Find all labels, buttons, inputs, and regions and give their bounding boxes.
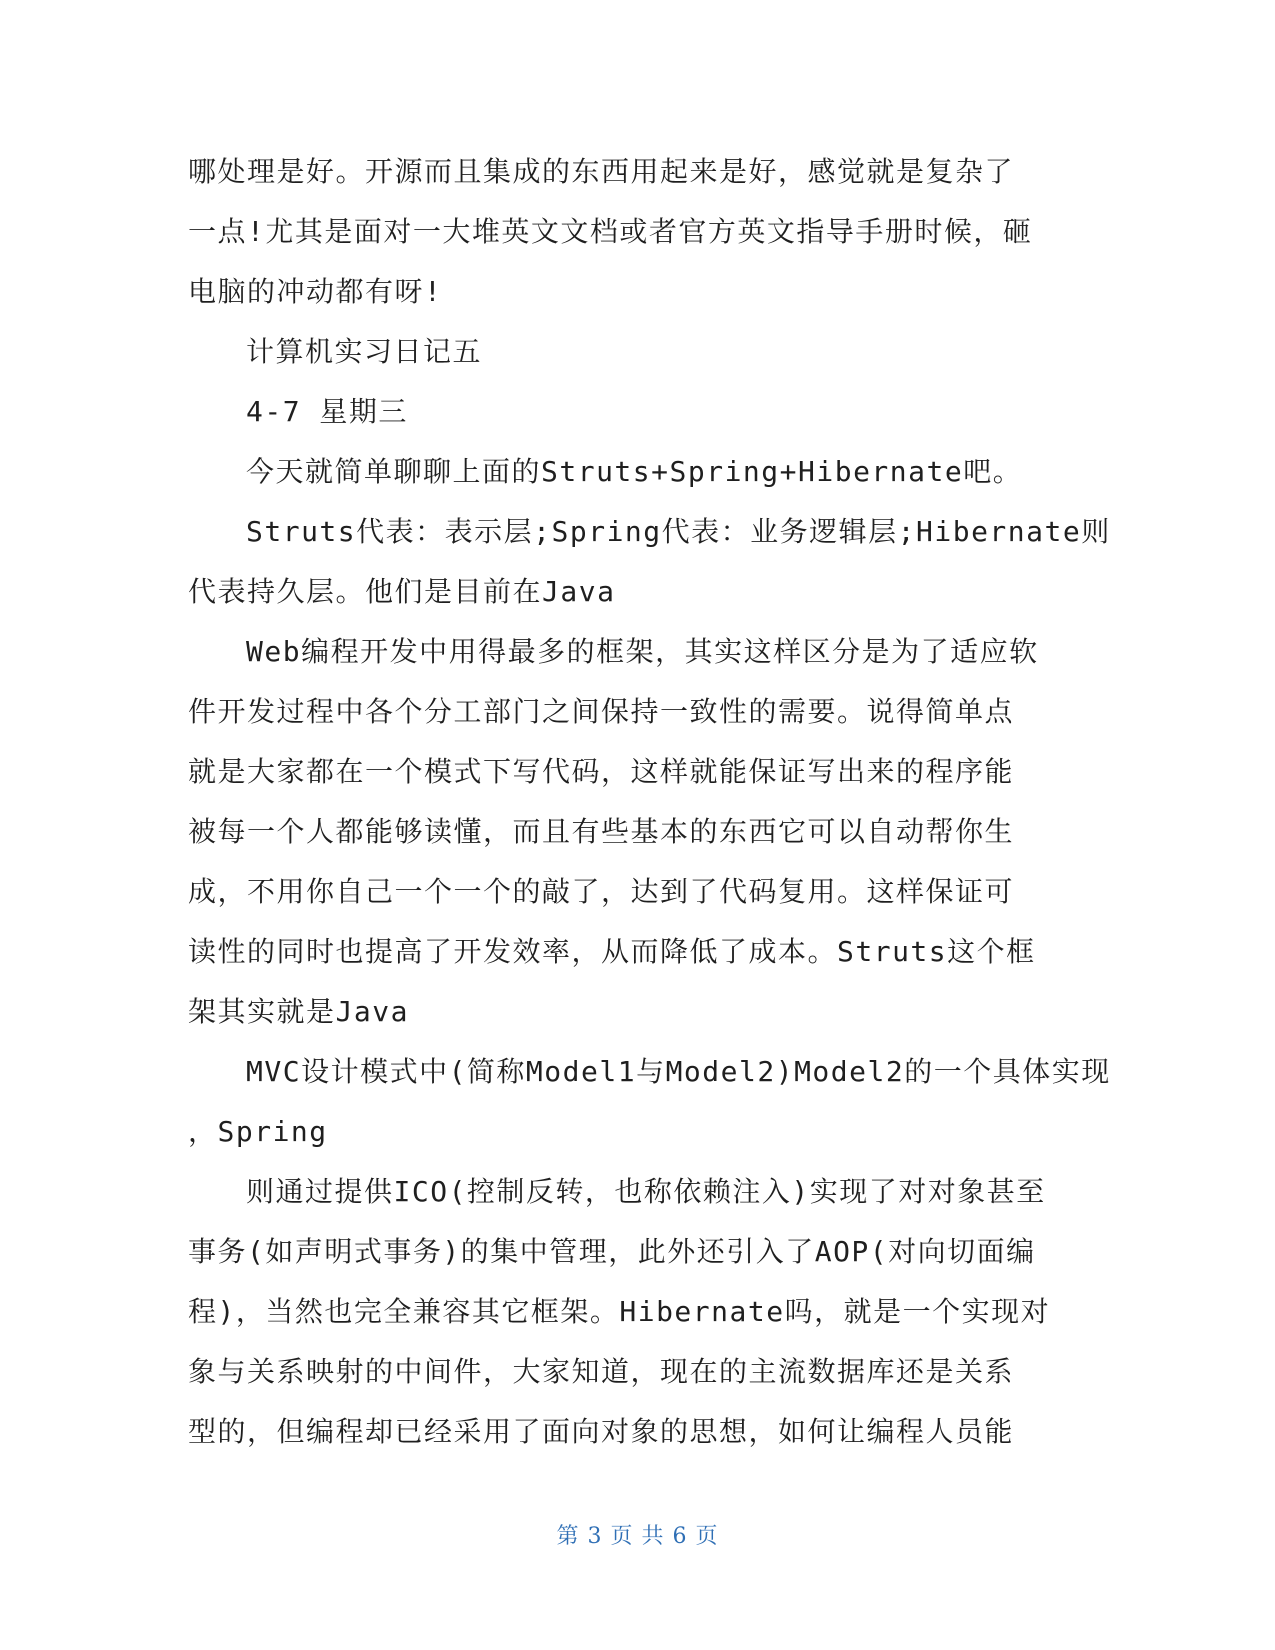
text-line: 件开发过程中各个分工部门之间保持一致性的需要。说得简单点 (188, 695, 1015, 728)
text-line: Struts代表：表示层;Spring代表：业务逻辑层;Hibernate则 (246, 515, 1111, 548)
date-line: 4-7 星期三 (246, 395, 408, 428)
text-line: Web编程开发中用得最多的框架，其实这样区分是为了适应软 (246, 635, 1039, 668)
text-line: 被每一个人都能够读懂，而且有些基本的东西它可以自动帮你生 (188, 815, 1015, 848)
text-line: MVC设计模式中(简称Model1与Model2)Model2的一个具体实现 (246, 1055, 1111, 1088)
text-line: 就是大家都在一个模式下写代码，这样就能保证写出来的程序能 (188, 755, 1015, 788)
text-line: 架其实就是Java (188, 995, 409, 1028)
document-body (188, 142, 1111, 1462)
text-line: 哪处理是好。开源而且集成的东西用起来是好，感觉就是复杂了 (188, 155, 1015, 188)
text-line: 程)，当然也完全兼容其它框架。Hibernate吗，就是一个实现对 (188, 1295, 1051, 1328)
text-line: 读性的同时也提高了开发效率，从而降低了成本。Struts这个框 (188, 935, 1036, 968)
text-line: ，Spring (188, 1115, 328, 1148)
section-heading: 计算机实习日记五 (246, 335, 483, 368)
text-line: 电脑的冲动都有呀! (188, 275, 443, 308)
text-line: 象与关系映射的中间件，大家知道，现在的主流数据库还是关系 (188, 1355, 1015, 1388)
text-line: 型的，但编程却已经采用了面向对象的思想，如何让编程人员能 (188, 1415, 1015, 1448)
text-line: 今天就简单聊聊上面的Struts+Spring+Hibernate吧。 (246, 455, 1023, 488)
page-footer: 第 3 页 共 6 页 (556, 1524, 719, 1549)
text-line: 事务(如声明式事务)的集中管理，此外还引入了AOP(对向切面编 (188, 1235, 1036, 1268)
text-line: 一点!尤其是面对一大堆英文文档或者官方英文指导手册时候，砸 (188, 215, 1033, 248)
text-line: 代表持久层。他们是目前在Java (188, 575, 616, 608)
text-line: 成，不用你自己一个一个的敲了，达到了代码复用。这样保证可 (188, 875, 1015, 908)
text-line: 则通过提供ICO(控制反转，也称依赖注入)实现了对对象甚至 (246, 1175, 1046, 1208)
